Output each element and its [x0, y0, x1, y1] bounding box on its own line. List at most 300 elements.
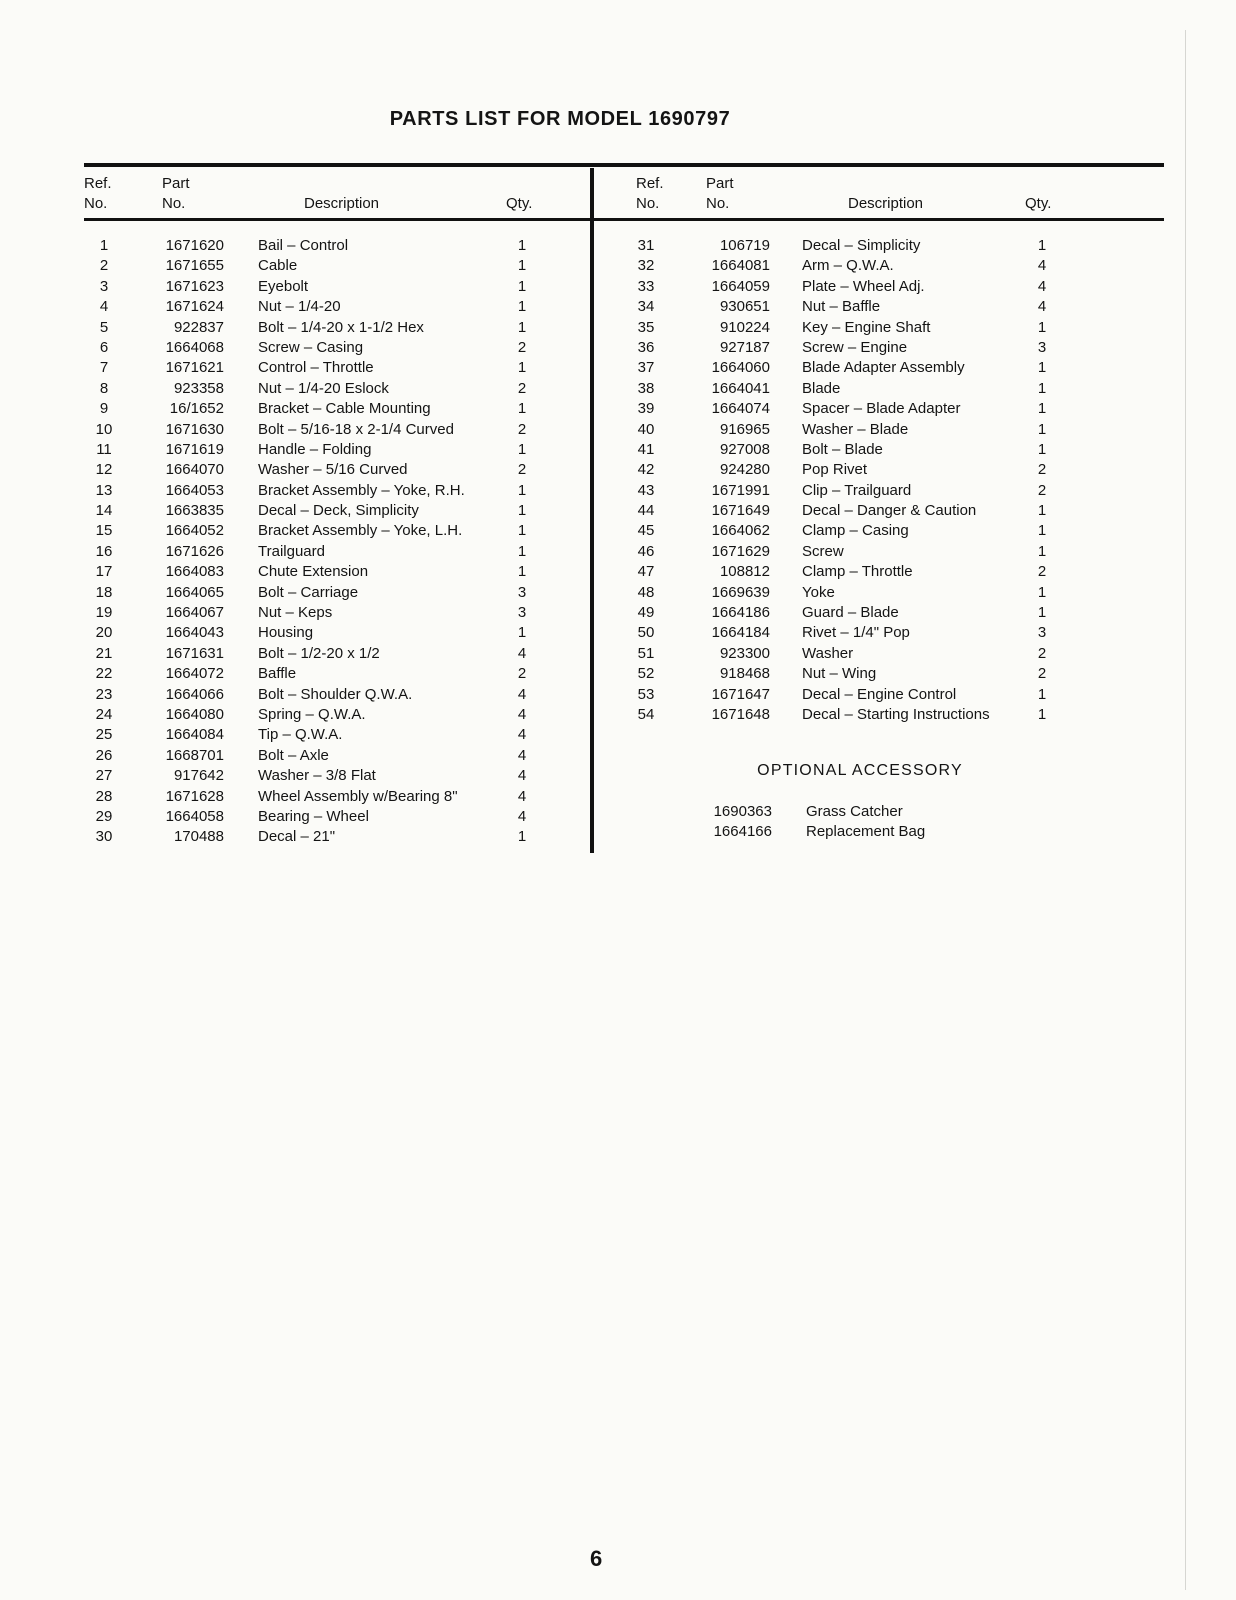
table-row	[84, 318, 584, 338]
table-row	[84, 338, 584, 358]
part-description: Bolt – Carriage	[258, 583, 359, 601]
accessory-row	[600, 802, 1120, 822]
ref-number: 5	[99, 318, 109, 336]
ref-number: 51	[637, 644, 655, 662]
quantity: 2	[517, 420, 527, 438]
table-row	[84, 685, 584, 705]
part-description: Washer – 3/8 Flat	[258, 767, 376, 785]
quantity: 3	[517, 583, 527, 601]
part-number: 1690363	[713, 803, 772, 820]
page-number: 6	[590, 1546, 603, 1571]
table-row	[84, 256, 584, 276]
part-description: Bolt – 5/16-18 x 2-1/4 Curved	[258, 420, 454, 438]
header-rule-right	[594, 218, 1164, 221]
part-number: 1664052	[165, 522, 224, 540]
part-description: Screw – Casing	[258, 338, 364, 356]
ref-header-line1: Ref.	[636, 175, 664, 192]
ref-number: 4	[99, 298, 109, 316]
table-row	[84, 481, 584, 501]
part-description: Pop Rivet	[802, 461, 868, 479]
quantity: 2	[1037, 481, 1047, 499]
ref-number: 38	[637, 379, 655, 397]
part-description: Wheel Assembly w/Bearing 8"	[258, 787, 458, 805]
table-row	[626, 297, 1126, 317]
part-description: Clamp – Throttle	[802, 563, 913, 581]
ref-number: 46	[637, 542, 655, 560]
part-number: 1671647	[711, 685, 770, 703]
part-number: 1663835	[165, 502, 224, 520]
quantity: 1	[517, 298, 527, 316]
left-table-header	[84, 174, 584, 216]
part-description: Trailguard	[258, 542, 325, 560]
top-rule	[84, 163, 1164, 167]
ref-number: 16	[95, 542, 113, 560]
part-description: Decal – Starting Instructions	[802, 705, 990, 723]
part-number: 1671619	[165, 440, 224, 458]
table-row	[626, 623, 1126, 643]
part-number: 1671624	[165, 298, 224, 316]
part-description: Nut – Wing	[802, 665, 877, 683]
part-number: 1664186	[711, 604, 770, 622]
part-description: Washer – 5/16 Curved	[258, 461, 408, 479]
part-number: 1664083	[165, 563, 224, 581]
table-row	[84, 297, 584, 317]
part-number: 1664041	[711, 379, 770, 397]
ref-number: 48	[637, 583, 655, 601]
ref-number: 49	[637, 604, 655, 622]
part-header-line2: No.	[162, 195, 186, 212]
quantity: 2	[517, 338, 527, 356]
table-row	[84, 501, 584, 521]
quantity: 1	[1037, 420, 1047, 438]
part-description: Bolt – Blade	[802, 440, 883, 458]
ref-number: 27	[95, 767, 113, 785]
part-description: Bolt – Shoulder Q.W.A.	[258, 685, 413, 703]
ref-number: 20	[95, 624, 113, 642]
table-row	[626, 277, 1126, 297]
page-title: PARTS LIST FOR MODEL 1690797	[389, 108, 731, 130]
part-number: 1664067	[165, 604, 224, 622]
table-row	[84, 787, 584, 807]
description-header: Description	[304, 195, 380, 212]
ref-number: 41	[637, 440, 655, 458]
quantity: 1	[1037, 400, 1047, 418]
part-number: 1664070	[165, 461, 224, 479]
part-description: Rivet – 1/4" Pop	[802, 624, 910, 642]
table-row	[626, 358, 1126, 378]
part-description: Bail – Control	[258, 237, 349, 254]
part-number: 1671631	[165, 644, 224, 662]
quantity: 4	[517, 726, 527, 744]
part-description: Spring – Q.W.A.	[258, 705, 366, 723]
table-row	[84, 583, 584, 603]
table-row	[84, 399, 584, 419]
ref-number: 54	[637, 705, 655, 723]
ref-number: 7	[99, 359, 109, 377]
quantity: 1	[517, 624, 527, 642]
part-description: Nut – Baffle	[802, 298, 881, 316]
part-number: 1664068	[165, 338, 224, 356]
quantity: 1	[517, 542, 527, 560]
part-description: Washer – Blade	[802, 420, 909, 438]
quantity: 1	[517, 237, 527, 254]
ref-number: 53	[637, 685, 655, 703]
part-description: Decal – Danger & Caution	[802, 502, 977, 520]
part-description: Key – Engine Shaft	[802, 318, 931, 336]
table-row	[626, 379, 1126, 399]
quantity: 4	[517, 685, 527, 703]
quantity: 1	[1037, 379, 1047, 397]
quantity: 4	[1037, 257, 1047, 275]
ref-number: 14	[95, 502, 113, 520]
part-number: 923358	[173, 379, 224, 397]
table-row	[84, 358, 584, 378]
table-row	[84, 725, 584, 745]
part-number: 1671991	[711, 481, 770, 499]
part-description: Yoke	[802, 583, 835, 601]
ref-number: 18	[95, 583, 113, 601]
part-number: 1664074	[711, 400, 770, 418]
ref-number: 39	[637, 400, 655, 418]
part-number: 1671649	[711, 502, 770, 520]
quantity: 2	[1037, 644, 1047, 662]
quantity: 1	[517, 359, 527, 377]
quantity: 2	[517, 665, 527, 683]
ref-number: 6	[99, 338, 109, 356]
part-number: 923300	[719, 644, 770, 662]
ref-number: 29	[95, 807, 113, 825]
part-number: 1668701	[165, 746, 224, 764]
quantity: 4	[1037, 277, 1047, 295]
quantity: 1	[517, 318, 527, 336]
part-description: Bracket Assembly – Yoke, R.H.	[258, 481, 465, 499]
quantity: 1	[517, 400, 527, 418]
table-row	[626, 338, 1126, 358]
ref-number: 31	[637, 237, 655, 254]
part-number: 930651	[719, 298, 770, 316]
part-description: Clamp – Casing	[802, 522, 909, 540]
part-description: Nut – Keps	[258, 604, 333, 622]
quantity: 1	[1037, 440, 1047, 458]
ref-number: 12	[95, 461, 113, 479]
table-row	[626, 318, 1126, 338]
part-description: Bracket Assembly – Yoke, L.H.	[258, 522, 463, 540]
part-description: Cable	[258, 257, 298, 275]
quantity: 1	[1037, 502, 1047, 520]
part-description: Blade Adapter Assembly	[802, 359, 965, 377]
quantity: 3	[1037, 624, 1047, 642]
part-description: Washer	[802, 644, 854, 662]
part-description: Screw	[802, 542, 844, 560]
quantity: 1	[517, 257, 527, 275]
header-rule-left	[84, 218, 590, 221]
part-description: Decal – Simplicity	[802, 237, 921, 254]
part-number: 108812	[719, 563, 770, 581]
table-row	[84, 379, 584, 399]
table-row	[84, 440, 584, 460]
part-description: Tip – Q.W.A.	[258, 726, 343, 744]
ref-number: 52	[637, 665, 655, 683]
ref-number: 44	[637, 502, 655, 520]
part-description: Bolt – Axle	[258, 746, 329, 764]
ref-number: 15	[95, 522, 113, 540]
part-number: 1671655	[165, 257, 224, 275]
table-row	[626, 481, 1126, 501]
left-parts-table	[84, 236, 584, 848]
part-description: Clip – Trailguard	[802, 481, 912, 499]
ref-number: 2	[99, 257, 109, 275]
part-description: Control – Throttle	[258, 359, 374, 377]
table-row	[84, 766, 584, 786]
table-row	[626, 705, 1126, 725]
part-number: 1664066	[165, 685, 224, 703]
ref-number: 11	[96, 440, 112, 458]
table-row	[84, 236, 584, 256]
ref-number: 36	[637, 338, 655, 356]
ref-number: 40	[637, 420, 655, 438]
ref-number: 42	[637, 461, 655, 479]
part-number: 1664081	[711, 257, 770, 275]
part-description: Grass Catcher	[806, 803, 903, 820]
part-description: Housing	[258, 624, 314, 642]
part-description: Decal – Deck, Simplicity	[258, 502, 419, 520]
table-row	[626, 256, 1126, 276]
ref-number: 22	[95, 665, 113, 683]
ref-number: 9	[99, 400, 109, 418]
ref-number: 10	[95, 420, 113, 438]
part-header-line1: Part	[706, 175, 734, 192]
part-description: Bracket – Cable Mounting	[258, 400, 431, 418]
part-number: 1664043	[165, 624, 224, 642]
part-number: 916965	[719, 420, 770, 438]
quantity: 1	[1037, 522, 1047, 540]
ref-number: 32	[637, 257, 655, 275]
ref-number: 3	[99, 277, 109, 295]
ref-number: 50	[637, 624, 655, 642]
part-number: 1664184	[711, 624, 770, 642]
table-row	[84, 623, 584, 643]
part-description: Decal – Engine Control	[802, 685, 957, 703]
quantity: 4	[517, 807, 527, 825]
part-header-line2: No.	[706, 195, 730, 212]
table-row	[84, 521, 584, 541]
ref-number: 17	[95, 563, 113, 581]
table-row	[84, 603, 584, 623]
part-number: 1664062	[711, 522, 770, 540]
ref-number: 21	[95, 644, 113, 662]
part-number: 1669639	[711, 583, 770, 601]
part-description: Spacer – Blade Adapter	[802, 400, 961, 418]
ref-header-line2: No.	[84, 195, 108, 212]
part-description: Eyebolt	[258, 277, 309, 295]
ref-number: 37	[637, 359, 655, 377]
table-row	[626, 542, 1126, 562]
part-description: Chute Extension	[258, 563, 369, 581]
ref-number: 45	[637, 522, 655, 540]
part-number: 917642	[173, 767, 224, 785]
table-row	[626, 644, 1126, 664]
part-number: 1671621	[165, 359, 224, 377]
ref-number: 25	[95, 726, 113, 744]
quantity: 4	[1037, 298, 1047, 316]
table-row	[626, 236, 1126, 256]
ref-number: 13	[95, 481, 113, 499]
quantity: 4	[517, 767, 527, 785]
part-number: 910224	[719, 318, 770, 336]
part-number: 1671630	[165, 420, 224, 438]
table-row	[626, 583, 1126, 603]
part-number: 1664072	[165, 665, 224, 683]
ref-number: 1	[99, 237, 109, 254]
part-description: Guard – Blade	[802, 604, 899, 622]
part-description: Plate – Wheel Adj.	[802, 277, 925, 295]
table-row	[626, 399, 1126, 419]
ref-number: 28	[95, 787, 113, 805]
table-row	[626, 664, 1126, 684]
part-number: 1664053	[165, 481, 224, 499]
part-description: Baffle	[258, 665, 297, 683]
quantity: 1	[1037, 237, 1047, 254]
part-number: 1664166	[713, 823, 772, 841]
part-description: Bolt – 1/4-20 x 1-1/2 Hex	[258, 318, 424, 336]
part-number: 924280	[719, 461, 770, 479]
part-number: 1664059	[711, 277, 770, 295]
page-edge-line	[1185, 30, 1186, 1590]
table-row	[626, 440, 1126, 460]
ref-number: 33	[637, 277, 655, 295]
table-row	[626, 603, 1126, 623]
table-row	[84, 420, 584, 440]
table-row	[84, 705, 584, 725]
table-row	[84, 460, 584, 480]
accessory-row	[600, 822, 1120, 842]
quantity: 1	[1037, 542, 1047, 560]
quantity: 1	[517, 828, 527, 846]
part-description: Handle – Folding	[258, 440, 372, 458]
part-number: 1664060	[711, 359, 770, 377]
table-row	[84, 827, 584, 847]
part-number: 922837	[173, 318, 224, 336]
quantity: 1	[1037, 583, 1047, 601]
part-number: 927187	[719, 338, 770, 356]
quantity: 4	[517, 787, 527, 805]
table-row	[84, 277, 584, 297]
part-number: 1671628	[165, 787, 224, 805]
part-number: 1664084	[165, 726, 224, 744]
quantity: 4	[517, 644, 527, 662]
quantity: 4	[517, 746, 527, 764]
quantity: 2	[1037, 461, 1047, 479]
quantity: 1	[1037, 685, 1047, 703]
table-row	[626, 685, 1126, 705]
part-number: 1664065	[165, 583, 224, 601]
quantity: 1	[1037, 359, 1047, 377]
quantity: 3	[1037, 338, 1047, 356]
right-parts-table	[626, 236, 1126, 725]
quantity: 1	[517, 440, 527, 458]
quantity: 1	[1037, 705, 1047, 723]
table-row	[626, 501, 1126, 521]
quantity: 3	[517, 604, 527, 622]
table-row	[84, 562, 584, 582]
quantity: 1	[517, 502, 527, 520]
part-description: Nut – 1/4-20	[258, 298, 341, 316]
qty-header: Qty.	[1025, 195, 1052, 212]
table-row	[84, 746, 584, 766]
part-description: Bearing – Wheel	[258, 807, 369, 825]
part-description: Decal – 21"	[258, 828, 336, 846]
ref-header-line1: Ref.	[84, 175, 112, 192]
quantity: 2	[1037, 563, 1047, 581]
quantity: 2	[1037, 665, 1047, 683]
part-description: Replacement Bag	[806, 823, 926, 841]
part-number: 16/1652	[169, 400, 224, 418]
table-row	[626, 562, 1126, 582]
right-table-header	[636, 174, 1136, 216]
ref-number: 19	[95, 604, 113, 622]
part-description: Blade	[802, 379, 841, 397]
ref-number: 43	[637, 481, 655, 499]
ref-number: 47	[637, 563, 655, 581]
quantity: 1	[1037, 604, 1047, 622]
ref-number: 23	[95, 685, 113, 703]
quantity: 1	[517, 522, 527, 540]
part-number: 1671623	[165, 277, 224, 295]
table-row	[84, 664, 584, 684]
ref-number: 24	[95, 705, 113, 723]
part-number: 106719	[719, 237, 770, 254]
optional-accessory-heading: OPTIONAL ACCESSORY	[757, 762, 963, 779]
ref-header-line2: No.	[636, 195, 660, 212]
ref-number: 30	[95, 828, 113, 846]
part-description: Nut – 1/4-20 Eslock	[258, 379, 389, 397]
part-number: 1671626	[165, 542, 224, 560]
part-description: Bolt – 1/2-20 x 1/2	[258, 644, 380, 662]
ref-number: 34	[637, 298, 655, 316]
column-divider	[590, 168, 594, 853]
ref-number: 8	[99, 379, 109, 397]
quantity: 4	[517, 705, 527, 723]
table-row	[84, 807, 584, 827]
part-number: 1664080	[165, 705, 224, 723]
quantity: 1	[517, 481, 527, 499]
description-header: Description	[848, 195, 924, 212]
ref-number: 35	[637, 318, 655, 336]
ref-number: 26	[95, 746, 113, 764]
part-number: 1671620	[165, 237, 224, 254]
qty-header: Qty.	[506, 195, 533, 212]
table-row	[84, 644, 584, 664]
quantity: 1	[517, 277, 527, 295]
table-row	[626, 420, 1126, 440]
quantity: 2	[517, 461, 527, 479]
quantity: 1	[1037, 318, 1047, 336]
part-number: 927008	[719, 440, 770, 458]
table-row	[626, 521, 1126, 541]
part-number: 170488	[173, 828, 224, 846]
part-number: 1664058	[165, 807, 224, 825]
part-number: 1671629	[711, 542, 770, 560]
quantity: 2	[517, 379, 527, 397]
part-number: 918468	[719, 665, 770, 683]
part-number: 1671648	[711, 705, 770, 723]
table-row	[626, 460, 1126, 480]
part-header-line1: Part	[162, 175, 190, 192]
part-description: Screw – Engine	[802, 338, 908, 356]
quantity: 1	[517, 563, 527, 581]
part-description: Arm – Q.W.A.	[802, 257, 894, 275]
accessory-table	[600, 802, 1120, 843]
